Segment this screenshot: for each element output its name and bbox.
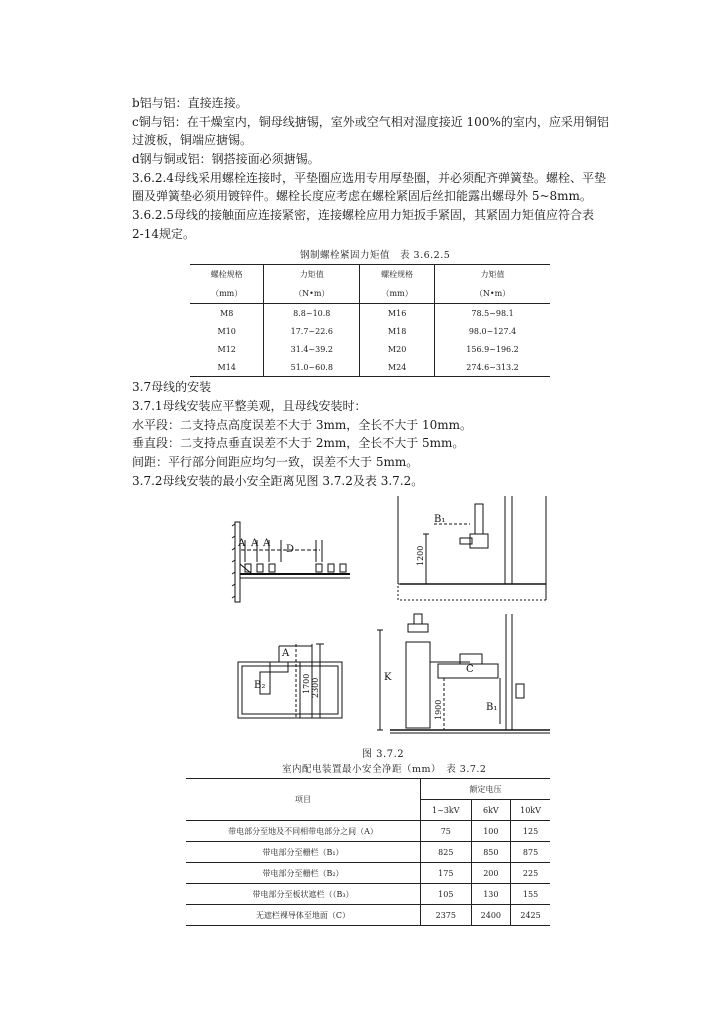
- table2-cell: 2375: [421, 905, 472, 926]
- table1-header-cell: 力矩值: [435, 265, 550, 285]
- dim-1700: 1700: [302, 673, 311, 694]
- table2-cell: 155: [511, 884, 550, 905]
- table2-cell: 75: [421, 821, 472, 842]
- paragraph-3-6-2-5-cont: 2-14规定。: [132, 227, 195, 241]
- paragraph-steel: d钢与铜或铝：钢搭接面必须搪锡。: [132, 152, 320, 166]
- table-row: [190, 358, 550, 377]
- table2-cell: 850: [471, 842, 510, 863]
- table2-cell: 带电部分至栅栏（B₂）: [186, 863, 421, 884]
- table1-cell: M24: [360, 358, 435, 377]
- table2-cell: 100: [471, 821, 510, 842]
- table1-cell: M8: [190, 304, 264, 323]
- table2-cell: 2400: [471, 905, 510, 926]
- table1-cell: 98.0~127.4: [468, 326, 517, 336]
- table-row: [186, 863, 550, 884]
- paragraph-aluminum-aluminum: b铝与铝：直接连接。: [132, 96, 248, 110]
- table1-unit-cell: （N•m）: [435, 284, 550, 304]
- table-row: [186, 905, 550, 926]
- table1-caption: 钢制螺栓紧固力矩值 表 3.6.2.5: [300, 250, 451, 261]
- table2-voltage-cell: 6kV: [471, 800, 510, 821]
- table2-caption: 室内配电装置最小安全净距（mm） 表 3.7.2: [282, 764, 487, 775]
- label-a: A: [282, 648, 290, 659]
- table2-cell: 825: [421, 842, 472, 863]
- table-row: [186, 842, 550, 863]
- section-3-7-heading: 3.7母线的安装: [132, 380, 212, 394]
- label-a: A: [238, 538, 246, 549]
- table2-cell: 200: [471, 863, 510, 884]
- table-row: [186, 884, 550, 905]
- table1-cell: M18: [360, 322, 435, 340]
- table2-voltage-cell: 10kV: [511, 800, 550, 821]
- table2-cell: 带电部分至地及不同相带电部分之间（A）: [186, 821, 421, 842]
- dim-1200: 1200: [416, 545, 425, 566]
- label-b1: B₁: [486, 702, 498, 713]
- table1-cell: 274.6~313.2: [435, 358, 550, 377]
- table2-cell: 105: [421, 884, 472, 905]
- table2-cell: 130: [471, 884, 510, 905]
- table1-cell: M10: [190, 322, 264, 340]
- table1-header-cell: 螺栓规格: [360, 265, 435, 285]
- table2-cell: 875: [511, 842, 550, 863]
- paragraph-spacing: 间距：平行部分间距应均匀一致，误差不大于 5mm。: [132, 455, 419, 469]
- safety-clearance-table: [186, 778, 550, 926]
- label-k: K: [384, 672, 392, 683]
- figure-3-7-2: [220, 494, 560, 744]
- paragraph-3-6-2-5: 3.6.2.5母线的接触面应连接紧密，连接螺栓应用力矩扳手紧固，其紧固力矩值应符合表: [132, 208, 594, 222]
- table-row: [190, 340, 550, 358]
- label-b2: B₂: [254, 680, 266, 691]
- dim-2300: 2300: [311, 677, 320, 698]
- table2-cell: 225: [511, 863, 550, 884]
- table1-cell: M14: [190, 358, 264, 377]
- table2-item-header: 项目: [186, 779, 421, 821]
- table-row: [190, 322, 550, 340]
- table1-cell: 78.5~98.1: [471, 308, 514, 318]
- label-d: D: [286, 544, 295, 555]
- table2-cell: 无遮栏裸导体至地面（C）: [186, 905, 421, 926]
- paragraph-3-7-1: 3.7.1母线安装应平整美观，且母线安装时：: [132, 399, 367, 413]
- table-row: [190, 304, 550, 323]
- label-c: C: [466, 664, 474, 675]
- dim-1900: 1900: [434, 699, 443, 720]
- table1-cell: M16: [360, 304, 435, 323]
- diagram-floor-equipment: [377, 614, 550, 733]
- label-b1: B₁: [434, 514, 446, 525]
- table1-unit-cell: （N•m）: [264, 284, 360, 304]
- table1-cell: 8.8~10.8: [264, 304, 360, 323]
- figure-caption: 图 3.7.2: [362, 749, 405, 760]
- table1-cell: 51.0~60.8: [264, 358, 360, 377]
- diagram-busbar-spacing: [232, 522, 350, 602]
- table1-cell: M12: [190, 340, 264, 358]
- table1-header-cell: 力矩值: [264, 265, 360, 285]
- table2-voltage-header: 额定电压: [421, 779, 551, 800]
- table2-voltage-cell: 1~3kV: [421, 800, 472, 821]
- paragraph-vertical: 垂直段：二支持点垂直误差不大于 2mm，全长不大于 5mm。: [132, 436, 465, 450]
- bolt-torque-table: [190, 264, 550, 377]
- paragraph-3-6-2-4-cont: 圈及弹簧垫必须用镀锌件。螺栓长度应考虑在螺栓紧固后丝扣能露出螺母外 5~8mm。: [132, 189, 592, 203]
- table-row: [186, 821, 550, 842]
- paragraph-3-6-2-4: 3.6.2.4母线采用螺栓连接时，平垫圈应选用专用厚垫圈，并必须配齐弹簧垫。螺栓、平垫: [132, 171, 606, 185]
- table1-cell: 17.7~22.6: [264, 322, 360, 340]
- table1-cell: 156.9~196.2: [466, 344, 519, 354]
- table2-cell: 175: [421, 863, 472, 884]
- table1-unit-cell: （mm）: [360, 284, 435, 304]
- table2-cell: 125: [511, 821, 550, 842]
- table2-cell: 带电部分至栅栏（B₁）: [186, 842, 421, 863]
- label-a: A: [263, 538, 271, 549]
- table1-header-cell: 螺栓规格: [190, 265, 264, 285]
- table1-cell: M20: [360, 340, 435, 358]
- label-a: A: [251, 538, 259, 549]
- table1-cell: 31.4~39.2: [264, 340, 360, 358]
- table2-cell: 2425: [511, 905, 550, 926]
- paragraph-3-7-2: 3.7.2母线安装的最小安全距离见图 3.7.2及表 3.7.2。: [132, 474, 424, 488]
- table1-unit-cell: （mm）: [190, 284, 264, 304]
- paragraph-copper-aluminum: c铜与铝：在干燥室内，铜母线搪锡，室外或空气相对湿度接近 100%的室内，应采用铜铝: [132, 115, 609, 129]
- table2-cell: 带电部分至板状遮栏（（B₃）: [186, 884, 421, 905]
- paragraph-copper-aluminum-cont: 过渡板，铜端应搪锡。: [132, 133, 253, 147]
- paragraph-horizontal: 水平段：二支持点高度误差不大于 3mm，全长不大于 10mm。: [132, 418, 473, 432]
